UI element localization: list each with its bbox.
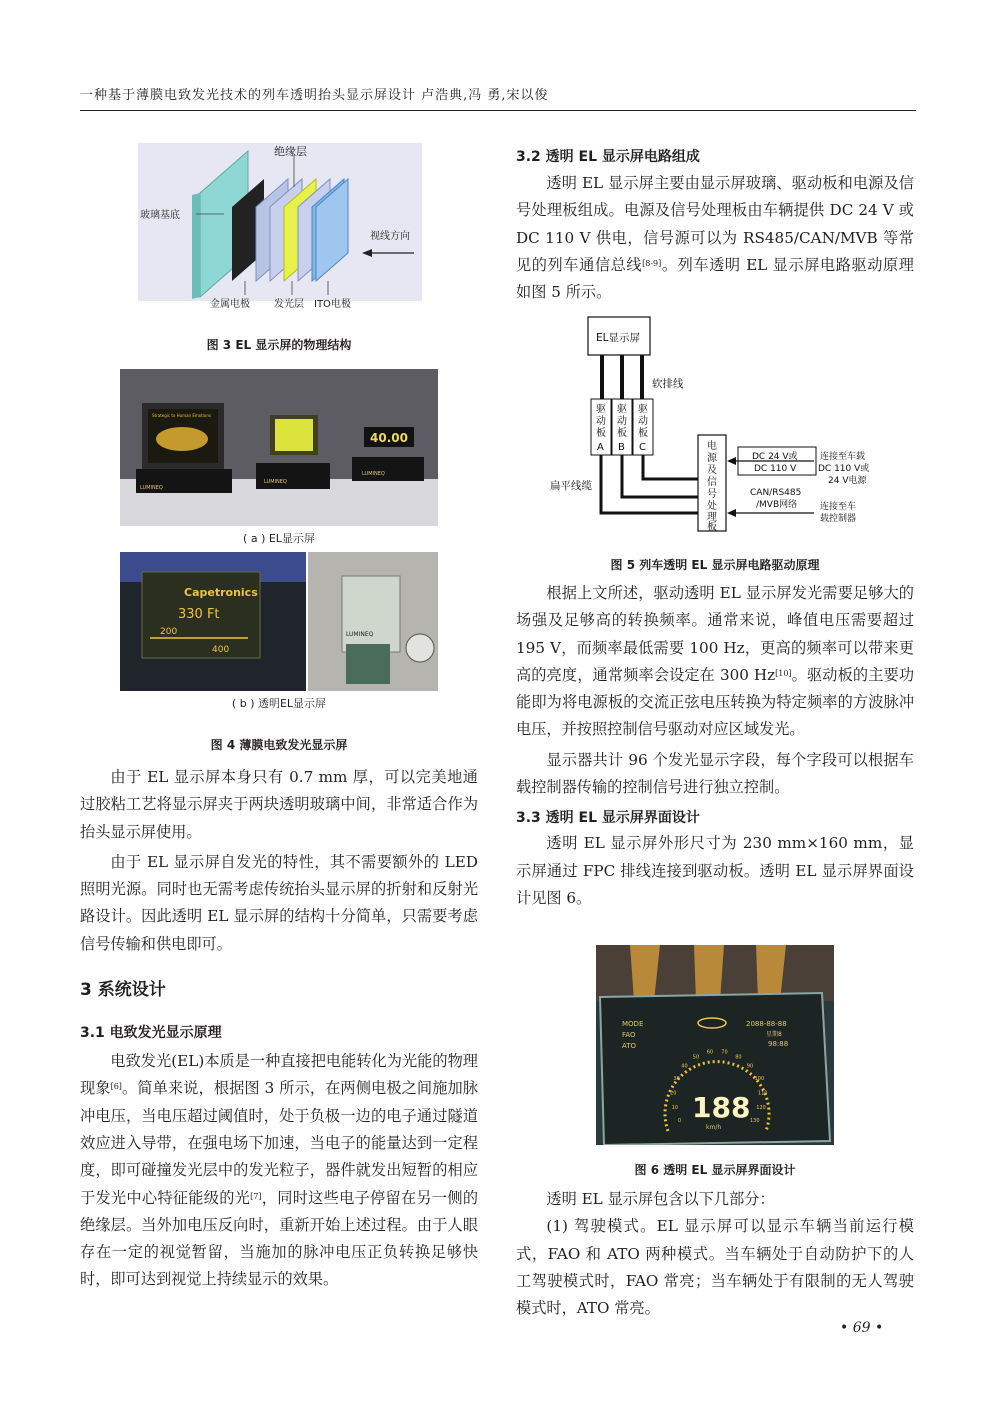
svg-text:动: 动 <box>638 416 648 427</box>
figure-6-photo <box>596 945 834 1145</box>
fig6-dial-label: 110 <box>757 1090 768 1097</box>
figure-4a-subcaption: ( a ) EL显示屏 <box>243 532 315 545</box>
fig5-dc-line-1: DC 24 V或 <box>752 452 798 462</box>
paragraph-thickness: 由于 EL 显示屏本身只有 0.7 mm 厚，可以完美地通过胶粘工艺将显示屏夹于两块透明玻璃中间，非常适合作为抬头显示屏使用。 <box>80 768 478 841</box>
figure-3-caption: 图 3 EL 显示屏的物理结构 <box>206 338 352 352</box>
fig6-unit: km/h <box>706 1124 722 1131</box>
fig6-weekday: 星期8 <box>766 1031 782 1038</box>
paragraph-segments: 显示器共计 96 个发光显示字段，每个字段可以根据车载控制器传输的控制信号进行独立控制。 <box>516 750 914 797</box>
fig6-dial-label: 0 <box>678 1118 682 1125</box>
figure-3-diagram <box>80 125 478 315</box>
fig6-dial-label: 10 <box>671 1105 679 1111</box>
svg-text:驱: 驱 <box>617 404 627 415</box>
right-body-mid <box>516 580 914 912</box>
photo-b-altitude: 330 Ft <box>178 607 220 622</box>
fig6-dial-label: 120 <box>756 1105 766 1111</box>
section-3-3-heading: 3.3 透明 EL 显示屏界面设计 <box>516 810 700 827</box>
el-principle-part-3: ，同时这些电子停留在另一侧的绝缘层。当外加电压反向时，重新开始上述过程。由于人眼存在一定的视觉暂留，当施加的脉冲电压正负转换足够快时，即可达到视觉上持续显示的效果。 <box>80 1188 479 1289</box>
fig6-mode: MODE <box>622 1020 644 1028</box>
el-principle-part-1: 电致发光(EL)本质是一种直接把电能转化为光能的物理现象 <box>80 1052 478 1098</box>
page-number: • 69 • <box>840 1320 884 1336</box>
svg-text:信: 信 <box>707 477 717 488</box>
fig6-ato: ATO <box>622 1042 637 1050</box>
fig6-dial-label: 130 <box>750 1118 760 1125</box>
fig6-dial-label: 30 <box>673 1076 680 1082</box>
fig5-connect-power-1: 连接至车载 <box>820 452 866 462</box>
paragraph-self-emitting: 由于 EL 显示屏自发光的特性，其不需要额外的 LED 照明光源。同时也无需考虑传统抬头显示屏的折射和反射光路设计。因此透明 EL 显示屏的结构十分简单，只需要考虑信号传输和供电即可。 <box>80 852 478 953</box>
fig5-connect-power-3: 24 V电源 <box>828 476 867 486</box>
right-column <box>516 125 915 1318</box>
svg-text:源: 源 <box>707 453 717 464</box>
figure-4b-photo <box>120 552 438 691</box>
svg-text:板: 板 <box>638 428 648 439</box>
label-metal-electrode: 金属电极 <box>210 299 250 310</box>
svg-text:B: B <box>618 442 625 453</box>
citation-8-9: [8-9] <box>642 258 662 268</box>
citation-10: [10] <box>775 668 792 678</box>
svg-text:理: 理 <box>707 512 717 523</box>
svg-text:板: 板 <box>596 428 606 439</box>
svg-text:驱: 驱 <box>596 404 606 415</box>
label-insulator: 绝缘层 <box>274 145 307 158</box>
circuit-part-2: 。列车透明 EL 显示屏电路驱动原理如图 5 所示。 <box>516 255 914 302</box>
fig6-dial-label: 70 <box>721 1049 728 1056</box>
fig6-dial-label: 100 <box>754 1076 765 1082</box>
driving-part-1: 根据上文所述，驱动透明 EL 显示屏发光需要足够大的场强及足够高的转换频率。通常来说，峰值电压需要超过 195 V，而频率最低需要 100 Hz，更高的频率可以带来更高的亮度，通常频率会设定在 300 Hz <box>516 584 914 684</box>
paragraph-circuit-composition <box>516 170 914 306</box>
section-3-2-heading: 3.2 透明 EL 显示屏电路组成 <box>516 149 700 165</box>
paragraph-el-principle <box>80 1048 478 1294</box>
figure-3 <box>80 125 478 352</box>
fig5-soft-cable: 软排线 <box>652 378 684 390</box>
fig5-el-display: EL显示屏 <box>596 332 640 344</box>
photo-b-name: Capetronics <box>184 586 258 599</box>
figure-4a-photo <box>120 369 438 526</box>
figure-5-caption: 图 5 列车透明 EL 显示屏电路驱动原理 <box>610 558 820 572</box>
fig6-dial-label: 50 <box>692 1054 700 1061</box>
section-3-heading: 3 系统设计 <box>80 980 166 1001</box>
paragraph-interface-size: 透明 EL 显示屏外形尺寸为 230 mm×160 mm，显示屏通过 FPC 排线连接到驱动板。透明 EL 显示屏界面设计见图 6。 <box>516 834 914 907</box>
figure-5-diagram <box>516 313 914 533</box>
photo-a-brand-1: LUMINEQ <box>140 485 163 491</box>
fig5-can-line-1: CAN/RS485 <box>750 488 802 498</box>
label-view-direction: 视线方向 <box>370 231 410 242</box>
section-3-1-heading: 3.1 电致发光显示原理 <box>80 1025 222 1042</box>
photo-b-brand: LUMINEQ <box>346 631 374 638</box>
figure-4b-subcaption: ( b ) 透明EL显示屏 <box>231 697 327 710</box>
photo-b-right-value: 400 <box>212 645 230 655</box>
fig6-dial-label: 40 <box>681 1063 688 1070</box>
fig5-power-board <box>707 439 718 533</box>
fig6-dial-label: 90 <box>746 1063 754 1070</box>
svg-text:A: A <box>597 442 604 453</box>
svg-text:及: 及 <box>707 465 717 476</box>
photo-a-worldmap <box>156 427 208 451</box>
el-principle-part-2: 。简单来说，根据图 3 所示，在两侧电极之间施加脉冲电压，当电压超过阈值时，处于负极一边的电子通过隧道效应进入导带，在强电场下加速，当电子的能量达到一定程度，即可碰撞发光层中的发光粒子，器件就发出短暂的相应于发光中心特征能级的光 <box>80 1079 478 1207</box>
label-glass: 玻璃基底 <box>140 210 180 221</box>
fig5-flat-cable: 扁平线缆 <box>550 480 592 492</box>
svg-text:电: 电 <box>707 441 717 452</box>
figure-4-caption: 图 4 薄膜电致发光显示屏 <box>210 738 348 752</box>
fig6-dial-label: 80 <box>735 1054 742 1061</box>
paragraph-driving-mode: (1) 驾驶模式。EL 显示屏可以显示车辆当前运行模式，FAO 和 ATO 两种模式。当车辆处于自动防护下的人工驾驶模式时，FAO 常亮；当车辆处于有限制的无人驾驶模式时，ATO 常亮。 <box>516 1217 914 1318</box>
right-body-end <box>516 1186 914 1322</box>
fig6-date: 2088-88-88 <box>746 1020 787 1028</box>
header-rule <box>80 110 916 111</box>
fig5-connect-ctrl-1: 连接至车 <box>820 502 857 512</box>
svg-text:驱: 驱 <box>638 404 648 415</box>
svg-text:板: 板 <box>707 522 717 533</box>
photo-a-brand-2: LUMINEQ <box>264 479 287 485</box>
svg-text:号: 号 <box>707 489 717 500</box>
paragraph-driving-requirements <box>516 580 914 744</box>
running-header: 一种基于薄膜电致发光技术的列车透明抬头显示屏设计 卢浩典,冯 勇,宋以俊 <box>80 88 549 103</box>
fig6-fao: FAO <box>622 1031 636 1039</box>
svg-text:动: 动 <box>617 416 627 427</box>
photo-a-readout: 40.00 <box>370 431 408 445</box>
label-ito-electrode: ITO电极 <box>314 299 351 310</box>
photo-a-brand-3: LUMINEQ <box>362 471 385 477</box>
fig6-time: 98:88 <box>768 1040 789 1048</box>
fig5-dc-line-2: DC 110 V <box>754 464 797 474</box>
fig5-connect-power-2: DC 110 V或 <box>818 464 870 474</box>
paragraph-parts-intro: 透明 EL 显示屏包含以下几部分： <box>546 1190 775 1208</box>
circuit-part-1: 透明 EL 显示屏主要由显示屏玻璃、驱动板和电源及信号处理板组成。电源及信号处理板由车辆提供 DC 24 V 或 DC 110 V 供电，信号源可以为 RS485/CAN/MVB 等常见的列车通信总线 <box>516 174 914 274</box>
fig6-dial-label: 60 <box>706 1049 714 1056</box>
fig5-connect-ctrl-2: 载控制器 <box>820 514 857 524</box>
left-column <box>80 125 479 1289</box>
driving-part-2: 。驱动板的主要功能即为将电源板的交流正弦电压转换为特定频率的方波脉冲电压，并按照控制信号驱动对应区域发光。 <box>516 665 915 739</box>
svg-text:板: 板 <box>617 428 627 439</box>
fig6-speed: 188 <box>692 1091 751 1124</box>
photo-a-screen-text: Strategic to Human Emotions <box>152 413 211 418</box>
svg-text:动: 动 <box>596 416 606 427</box>
svg-text:C: C <box>639 442 646 453</box>
fig5-can-line-2: /MVB网络 <box>756 500 798 510</box>
left-body <box>80 764 478 1294</box>
label-emitting-layer: 发光层 <box>274 299 304 310</box>
citation-7: [7] <box>250 1191 262 1201</box>
svg-text:处: 处 <box>707 501 717 512</box>
fig6-dial-label: 20 <box>670 1090 677 1097</box>
photo-b-left-value: 200 <box>160 627 178 637</box>
citation-6: [6] <box>110 1082 122 1092</box>
figure-6-caption: 图 6 透明 EL 显示屏界面设计 <box>634 1163 796 1177</box>
